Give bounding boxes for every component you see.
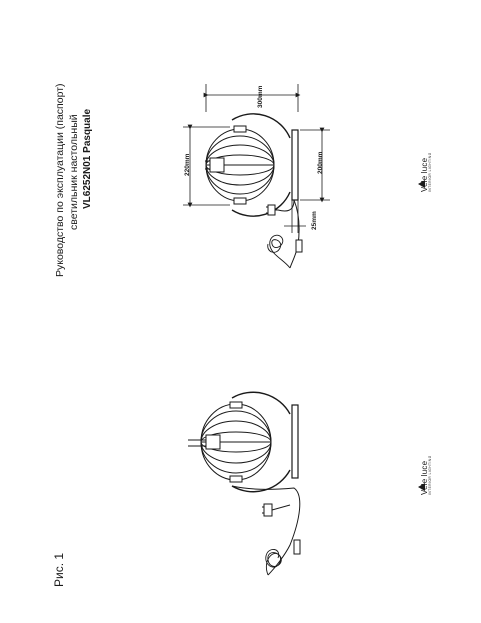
- brand-name: Vele luce: [420, 460, 429, 495]
- dimension-base-label: 25mm: [311, 211, 318, 230]
- manual-title: Руководство по эксплуатации (паспорт): [54, 83, 66, 277]
- figure-label: Рис. 1: [52, 552, 66, 587]
- product-model: VL6252N01 Pasquale: [82, 108, 93, 209]
- dimension-height-left-label: 220mm: [184, 153, 191, 176]
- dimension-width-label: 300mm: [257, 85, 264, 108]
- product-type: светильник настольный: [68, 114, 80, 230]
- lamp-drawing-dimensioned: [205, 114, 302, 268]
- dimension-height-right-label: 200mm: [317, 151, 324, 174]
- brand-tagline: INTERIOR LIGHTING: [428, 152, 432, 192]
- lamp-drawing-plain: [188, 392, 300, 575]
- brand-tagline: INTERIOR LIGHTING: [428, 455, 432, 495]
- brand-name: Vele luce: [420, 157, 429, 192]
